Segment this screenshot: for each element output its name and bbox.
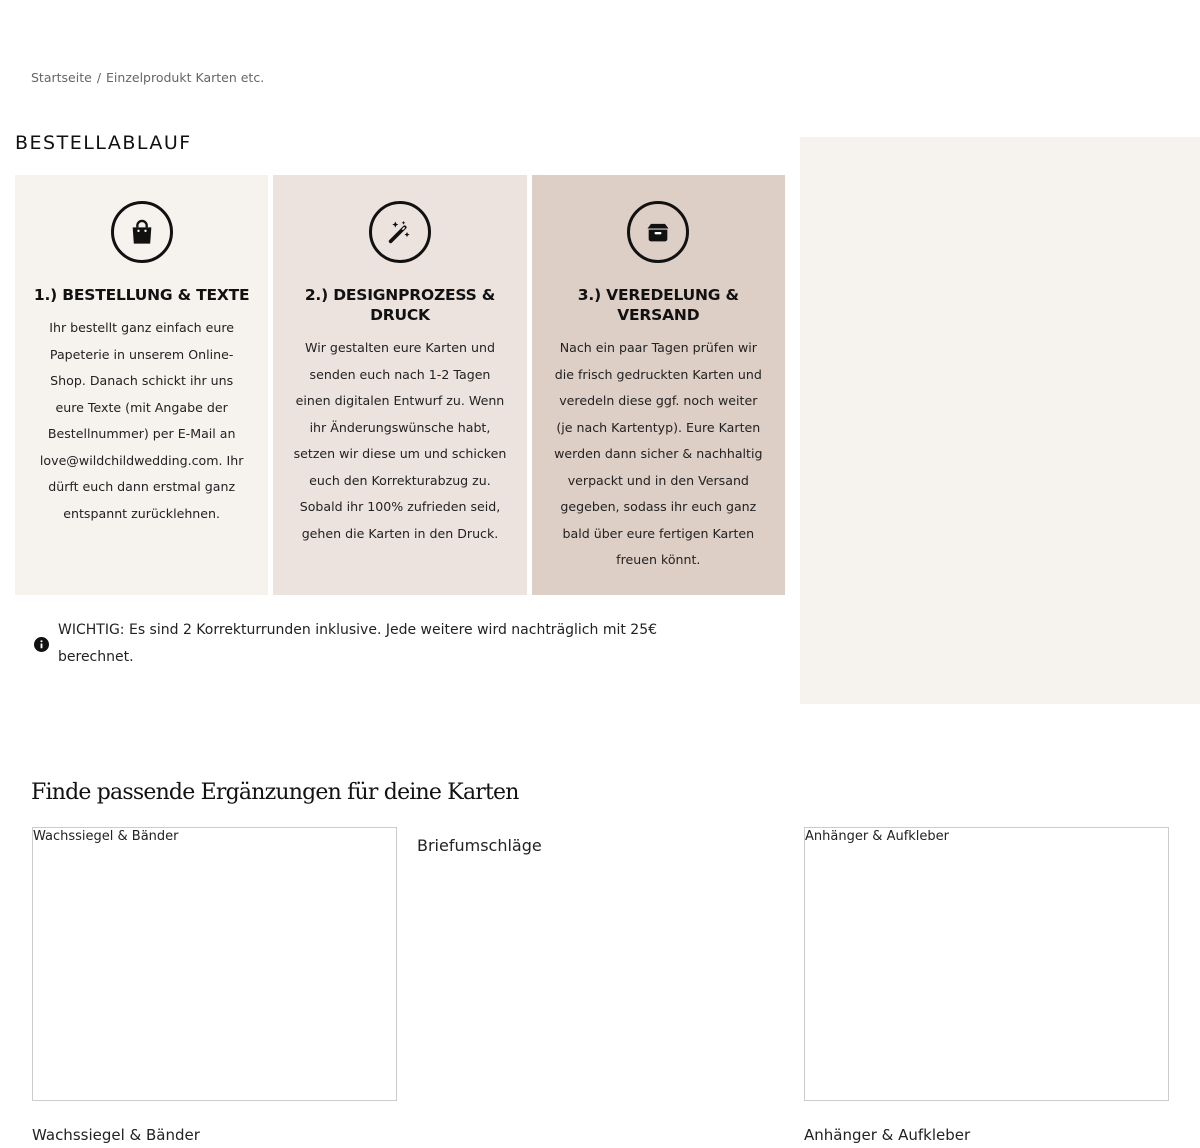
breadcrumb (31, 70, 264, 85)
breadcrumb-current: Einzelprodukt Karten etc. (106, 70, 265, 85)
step-3 (532, 175, 785, 595)
addon-card-image-wax-seals[interactable] (32, 827, 397, 1101)
image-alt-text: Anhänger & Aufkleber (805, 829, 950, 844)
box-icon (627, 201, 689, 263)
important-note (34, 617, 714, 671)
addon-caption-wax-seals[interactable]: Wachssiegel & Bänder (32, 1126, 200, 1144)
info-icon (34, 637, 49, 652)
step-text: Wir gestalten eure Karten und senden euch nach 1-2 Tagen einen digitalen Entwurf zu. Wenn ihr Änderungswünsche habt, setzen wir diese um und schicken euch den Korrekturabzug zu. Sobald ihr 100% zufrieden seid, gehen die Karten in den Druck. (293, 340, 507, 541)
addon-card-image-tags-stickers[interactable] (804, 827, 1169, 1101)
note-text: WICHTIG: Es sind 2 Korrekturrunden inklusive. Jede weitere wird nachträglich mit 25€ berechnet. (58, 622, 658, 665)
image-alt-text: Wachssiegel & Bänder (33, 829, 179, 844)
breadcrumb-home-link[interactable]: Startseite (31, 70, 92, 85)
addon-caption-tags-stickers[interactable]: Anhänger & Aufkleber (804, 1126, 971, 1144)
right-panel (800, 137, 1200, 704)
step-title: 1.) BESTELLUNG & TEXTE (33, 286, 250, 304)
step-text: Ihr bestellt ganz einfach eure Papeterie in unserem Online-Shop. Danach schickt ihr uns eure Texte (mit Angabe der Bestellnummer) per E-Mail an love@wildchildwedding.com. Ihr dürft euch dann erstmal ganz entspannt zurücklehnen. (39, 320, 244, 521)
step-title: 3.) VEREDELUNG & VERSAND (577, 286, 739, 324)
magic-wand-icon (369, 201, 431, 263)
breadcrumb-separator: / (96, 70, 102, 85)
step-title: 2.) DESIGNPROZESS & DRUCK (304, 286, 496, 324)
order-steps (15, 175, 785, 595)
shopping-bag-icon (111, 201, 173, 263)
addon-card-envelopes[interactable]: Briefumschläge (417, 836, 542, 855)
addons-title: Finde passende Ergänzungen für deine Karten (31, 780, 519, 805)
section-title: BESTELLABLAUF (15, 132, 192, 154)
step-2 (273, 175, 526, 595)
step-text: Nach ein paar Tagen prüfen wir die frisch gedruckten Karten und veredeln diese ggf. noch weiter (je nach Kartentyp). Eure Karten werden dann sicher & nachhaltig verpackt und in den Versand gegeben, sodass ihr euch ganz bald über eure fertigen Karten freuen könnt. (554, 340, 763, 567)
step-1 (15, 175, 268, 595)
